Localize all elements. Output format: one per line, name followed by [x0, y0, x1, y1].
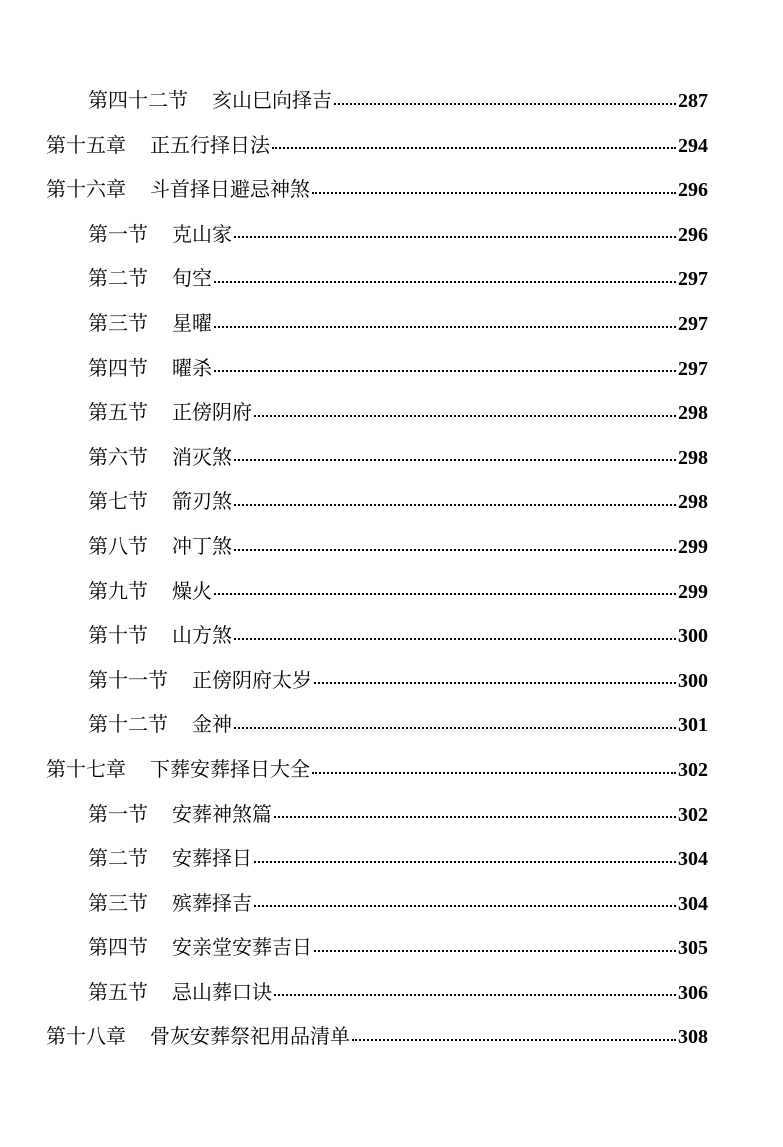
- toc-entry: [0, 970, 783, 1015]
- toc-entry-number: 第十七章: [46, 756, 126, 781]
- toc-entry: [0, 881, 783, 926]
- toc-entry-number: 第十一节: [88, 667, 168, 692]
- toc-entry: [0, 836, 783, 881]
- toc-entry-number: 第一节: [88, 221, 148, 246]
- toc-entry-page: 302: [678, 758, 708, 781]
- toc-entry-title: 克山家: [172, 221, 232, 246]
- dot-leader: [234, 503, 676, 506]
- toc-entry: [0, 78, 783, 123]
- dot-leader: [312, 191, 676, 194]
- toc-entry-title: 亥山巳向择吉: [212, 88, 332, 112]
- toc-entry-page: 298: [678, 402, 708, 425]
- dot-leader: [254, 904, 676, 907]
- dot-leader: [254, 860, 676, 863]
- toc-entry-title: 斗首择日避忌神煞: [150, 177, 310, 202]
- toc-entry-page: 297: [678, 312, 708, 335]
- dot-leader: [234, 458, 676, 461]
- toc-entry-number: 第十八章: [46, 1024, 126, 1049]
- toc-entry: [0, 390, 783, 435]
- toc-entry-title: 正傍阴府太岁: [192, 667, 312, 692]
- toc-entry-page: 298: [678, 491, 708, 514]
- toc-entry-title: 冲丁煞: [172, 533, 232, 558]
- toc-entry-number: 第十节: [88, 623, 148, 648]
- toc-entry: [0, 569, 783, 614]
- dot-leader: [214, 325, 676, 328]
- toc-entry-page: 300: [678, 625, 708, 648]
- toc-entry-number: 第八节: [88, 533, 148, 558]
- toc-entry-number: 第二节: [88, 266, 148, 291]
- toc-entry: [0, 256, 783, 301]
- dot-leader: [214, 280, 676, 283]
- dot-leader: [214, 369, 676, 372]
- dot-leader: [314, 949, 676, 952]
- toc-entry: [0, 792, 783, 837]
- toc-entry-title: 消灭煞: [172, 444, 232, 469]
- dot-leader: [352, 1038, 676, 1041]
- toc-entry-title: 骨灰安葬祭祀用品清单: [150, 1024, 350, 1049]
- toc-entry-number: 第六节: [88, 444, 148, 469]
- toc-entry-title: 正五行择日法: [150, 132, 270, 157]
- toc-entry-number: 第一节: [88, 801, 148, 826]
- dot-leader: [234, 235, 676, 238]
- dot-leader: [334, 102, 676, 105]
- toc-entry-number: 第二节: [88, 846, 148, 871]
- dot-leader: [214, 592, 676, 595]
- toc-entry-title: 安亲堂安葬吉日: [172, 935, 312, 960]
- toc-entry-number: 第七节: [88, 489, 148, 514]
- toc-entry: [0, 479, 783, 524]
- toc-entry: [0, 346, 783, 391]
- dot-leader: [312, 771, 676, 774]
- toc-entry-title: 忌山葬口诀: [172, 979, 272, 1004]
- toc-entry: [0, 1014, 783, 1059]
- toc-entry: [0, 658, 783, 703]
- toc-entry-number: 第十五章: [46, 132, 126, 157]
- toc-entry-title: 正傍阴府: [172, 400, 252, 425]
- toc-entry: [0, 925, 783, 970]
- toc-entry: [0, 167, 783, 212]
- toc-entry-number: 第四节: [88, 935, 148, 960]
- dot-leader: [234, 726, 676, 729]
- toc-entry-title: 旬空: [172, 266, 212, 291]
- toc-entry-title: 星曜: [172, 310, 212, 335]
- toc-entry: [0, 702, 783, 747]
- toc-entry-page: 297: [678, 268, 708, 291]
- dot-leader: [314, 681, 676, 684]
- toc-entry-page: 296: [678, 223, 708, 246]
- toc-entry-number: 第四节: [88, 355, 148, 380]
- toc-entry-title: 山方煞: [172, 623, 232, 648]
- toc-entry: [0, 212, 783, 257]
- toc-entry-page: 301: [678, 714, 708, 737]
- toc-entry: [0, 123, 783, 168]
- toc-entry-title: 安葬神煞篇: [172, 801, 272, 826]
- toc-entry-page: 298: [678, 446, 708, 469]
- toc-entry: [0, 301, 783, 346]
- toc-entry-page: 287: [678, 90, 708, 112]
- toc-entry-number: 第五节: [88, 400, 148, 425]
- toc-entry-number: 第三节: [88, 310, 148, 335]
- toc-entry-title: 曜杀: [172, 355, 212, 380]
- toc-entry-page: 299: [678, 580, 708, 603]
- toc-entry-page: 304: [678, 892, 708, 915]
- toc-entry-title: 安葬择日: [172, 846, 252, 871]
- toc-entry-page: 296: [678, 179, 708, 202]
- dot-leader: [234, 548, 676, 551]
- toc-entry-number: 第五节: [88, 979, 148, 1004]
- toc-entry: [0, 435, 783, 480]
- toc-entry-title: 燥火: [172, 578, 212, 603]
- toc-entry-page: 299: [678, 535, 708, 558]
- toc-entry-title: 殡葬择吉: [172, 890, 252, 915]
- dot-leader: [274, 993, 676, 996]
- toc-entry-page: 300: [678, 669, 708, 692]
- toc-entry-number: 第四十二节: [88, 88, 188, 112]
- toc-entry-number: 第三节: [88, 890, 148, 915]
- toc-entry-page: 306: [678, 981, 708, 1004]
- toc-entry-title: 金神: [192, 712, 232, 737]
- toc-entry-page: 294: [678, 134, 708, 157]
- dot-leader: [274, 815, 676, 818]
- toc-entry-page: 302: [678, 803, 708, 826]
- toc-entry-page: 297: [678, 357, 708, 380]
- dot-leader: [234, 637, 676, 640]
- toc-entry-page: 308: [678, 1026, 708, 1049]
- toc-entry-number: 第十六章: [46, 177, 126, 202]
- table-of-contents: [0, 78, 783, 1059]
- toc-entry-title: 下葬安葬择日大全: [150, 756, 310, 781]
- toc-entry-number: 第九节: [88, 578, 148, 603]
- toc-entry: [0, 613, 783, 658]
- dot-leader: [254, 414, 676, 417]
- toc-entry-title: 箭刃煞: [172, 489, 232, 514]
- toc-entry: [0, 747, 783, 792]
- toc-entry-number: 第十二节: [88, 712, 168, 737]
- toc-entry-page: 305: [678, 937, 708, 960]
- dot-leader: [272, 146, 676, 149]
- toc-entry: [0, 524, 783, 569]
- toc-entry-page: 304: [678, 848, 708, 871]
